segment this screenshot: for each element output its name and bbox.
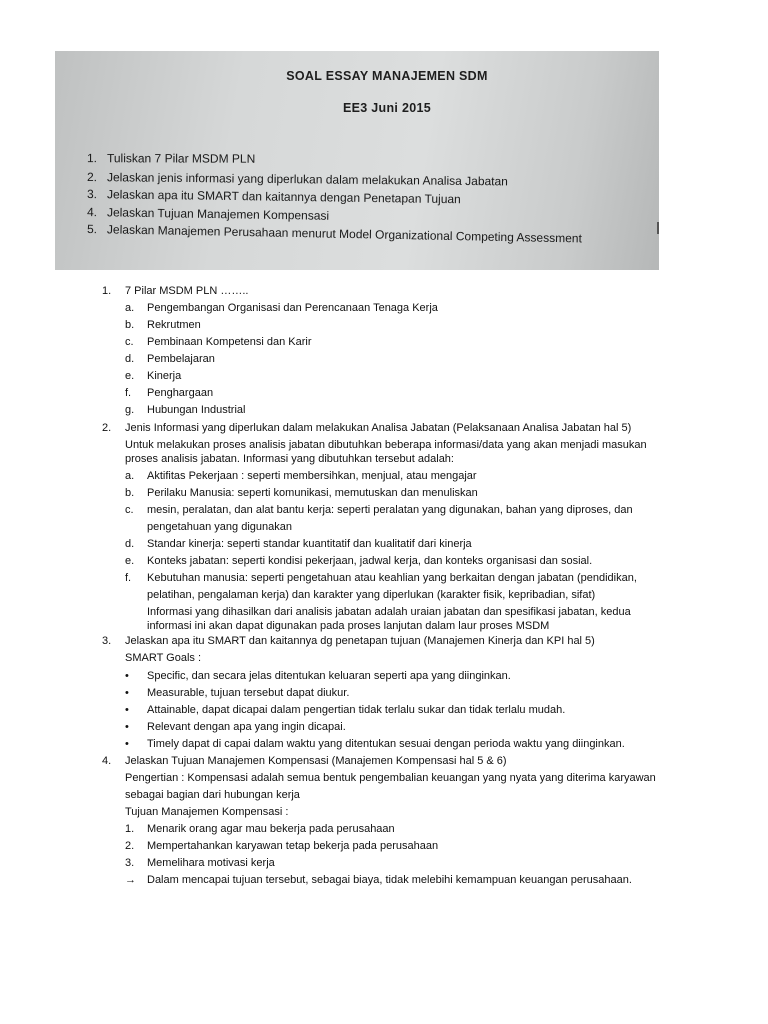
list-item-continued: pengetahuan yang digunakan: [147, 521, 292, 533]
list-item-continued: Informasi yang dihasilkan dari analisis jabatan adalah uraian jabatan dan spesifikasi jabatan, kedua: [147, 606, 631, 618]
bullet-marker: •: [125, 738, 129, 750]
list-item: Aktifitas Pekerjaan : seperti membersihkan, menjual, atau mengajar: [147, 470, 477, 482]
bullet-marker: •: [125, 704, 129, 716]
q4-note: Dalam mencapai tujuan tersebut, sebagai biaya, tidak melebihi kemampuan keuangan perusahaan.: [147, 874, 632, 886]
list-item: Perilaku Manusia: seperti komunikasi, memutuskan dan menuliskan: [147, 487, 478, 499]
list-item: Pengembangan Organisasi dan Perencanaan Tenaga Kerja: [147, 302, 438, 314]
list-item: Relevant dengan apa yang ingin dicapai.: [147, 721, 346, 733]
q1-number: 1.: [102, 285, 112, 297]
list-item-continued: pelatihan, pengalaman kerja) dan karakter yang diperlukan (karakter fisik, kepribadian, sifat): [147, 589, 596, 601]
list-item: Timely dapat di capai dalam waktu yang ditentukan sesuai dengan perioda waktu yang diinginkan.: [147, 738, 625, 750]
photo-question: 4. Jelaskan Tujuan Manajemen Kompensasi: [86, 204, 330, 223]
list-item: Pembinaan Kompetensi dan Karir: [147, 336, 312, 348]
list-marker: 3.: [125, 857, 135, 869]
photo-title: SOAL ESSAY MANAJEMEN SDM: [286, 69, 488, 83]
bullet-marker: •: [125, 670, 129, 682]
list-item: Standar kinerja: seperti standar kuantitatif dan kualitatif dari kinerja: [147, 538, 472, 550]
list-marker: e.: [125, 370, 135, 382]
list-marker: a.: [125, 470, 135, 482]
list-marker: 2.: [125, 840, 135, 852]
q4-definition: Pengertian : Kompensasi adalah semua bentuk pengembalian keuangan yang nyata yang diterima karyawan: [125, 772, 656, 784]
list-item: Hubungan Industrial: [147, 404, 246, 416]
q2-intro: Untuk melakukan proses analisis jabatan dibutuhkan beberapa informasi/data yang akan menjadi masukan: [125, 439, 647, 451]
list-item: Measurable, tujuan tersebut dapat diukur.: [147, 687, 350, 699]
list-marker: d.: [125, 538, 135, 550]
list-marker: c.: [125, 504, 134, 516]
list-item-continued: informasi ini akan dapat digunakan pada proses lanjutan dalam laur proses MSDM: [147, 620, 550, 632]
q3-heading: Jelaskan apa itu SMART dan kaitannya dg penetapan tujuan (Manajemen Kinerja dan KPI hal 5): [125, 635, 595, 647]
list-item: Penghargaan: [147, 387, 214, 399]
list-marker: 1.: [125, 823, 135, 835]
q2-number: 2.: [102, 422, 112, 434]
photo-question: 2. Jelaskan jenis informasi yang diperlukan dalam melakukan Analisa Jabatan: [86, 169, 508, 188]
list-item: Attainable, dapat dicapai dalam pengertian tidak terlalu sukar dan tidak terlalu mudah.: [147, 704, 566, 716]
list-item: Mempertahankan karyawan tetap bekerja pada perusahaan: [147, 840, 439, 852]
list-item: Memelihara motivasi kerja: [147, 857, 275, 869]
list-item: Menarik orang agar mau bekerja pada perusahaan: [147, 823, 395, 835]
list-marker: d.: [125, 353, 135, 365]
photo-question: 5. Jelaskan Manajemen Perusahaan menurut Model Organizational Competing Assessment: [86, 222, 582, 246]
photo-question: 1. Tuliskan 7 Pilar MSDM PLN: [86, 151, 256, 166]
q1-heading: 7 Pilar MSDM PLN ……..: [125, 285, 249, 297]
q3-label: SMART Goals :: [125, 652, 202, 664]
q4-number: 4.: [102, 755, 112, 767]
photo-subtitle: EE3 Juni 2015: [343, 101, 431, 115]
list-item: Pembelajaran: [147, 353, 215, 365]
q2-heading: Jenis Informasi yang diperlukan dalam melakukan Analisa Jabatan (Pelaksanaan Analisa Jabatan hal 5): [125, 422, 632, 434]
list-item: Specific, dan secara jelas ditentukan keluaran seperti apa yang diinginkan.: [147, 670, 511, 682]
list-marker: f.: [125, 572, 132, 584]
list-marker: c.: [125, 336, 134, 348]
q2-intro: proses analisis jabatan. Informasi yang dibutuhkan tersebut adalah:: [125, 453, 454, 465]
bullet-marker: •: [125, 687, 129, 699]
arrow-icon: →: [125, 874, 136, 886]
q4-heading: Jelaskan Tujuan Manajemen Kompensasi (Manajemen Kompensasi hal 5 & 6): [125, 755, 507, 767]
list-item: Kebutuhan manusia: seperti pengetahuan atau keahlian yang berkaitan dengan jabatan (pendidikan,: [147, 572, 637, 584]
photo-question: 3. Jelaskan apa itu SMART dan kaitannya dengan Penetapan Tujuan: [86, 187, 461, 207]
list-marker: e.: [125, 555, 135, 567]
list-item: Kinerja: [147, 370, 182, 382]
list-marker: b.: [125, 487, 135, 499]
list-item: Rekrutmen: [147, 319, 201, 331]
photo-question-list: [86, 151, 582, 246]
list-marker: b.: [125, 319, 135, 331]
list-marker: f.: [125, 387, 132, 399]
photo-edge-mark: [657, 222, 659, 234]
list-item: mesin, peralatan, dan alat bantu kerja: seperti peralatan yang digunakan, bahan yang diproses, dan: [147, 504, 633, 516]
exam-photo: [55, 51, 659, 270]
q4-label: Tujuan Manajemen Kompensasi :: [125, 806, 289, 818]
list-item: Konteks jabatan: seperti kondisi pekerjaan, jadwal kerja, dan konteks organisasi dan sosial.: [147, 555, 593, 567]
list-marker: a.: [125, 302, 135, 314]
bullet-marker: •: [125, 721, 129, 733]
list-marker: g.: [125, 404, 135, 416]
q3-number: 3.: [102, 635, 112, 647]
q4-definition: sebagai bagian dari hubungan kerja: [125, 789, 300, 801]
